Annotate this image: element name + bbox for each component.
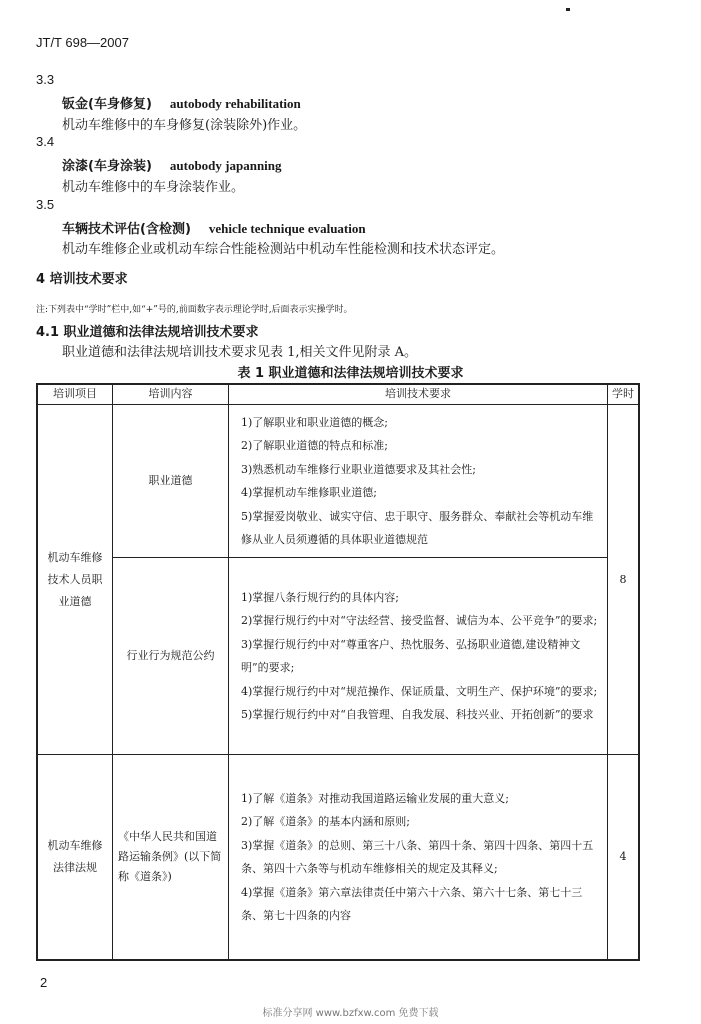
content-cell (113, 558, 228, 754)
term-definition: 机动车维修中的车身修复(涂装除外)作业。 (62, 118, 307, 133)
project-cell (44, 755, 106, 959)
term-heading (62, 218, 366, 237)
term-en: vehicle technique evaluation (208, 221, 366, 236)
term-cn: 钣金(车身修复) (62, 97, 152, 112)
header-requirements: 培训技术要求 (385, 387, 451, 401)
requirement-item: 2)掌握行规行约中对“守法经营、接受监督、诚信为本、公平竞争”的要求; (241, 614, 598, 627)
term-heading (62, 93, 301, 112)
hours-cell (608, 755, 638, 959)
requirement-item: 1)了解《道条》对推动我国道路运输业发展的重大意义; (241, 791, 509, 805)
requirements-cell (241, 405, 601, 557)
requirements-table (36, 383, 640, 960)
term-number: 3.3 (36, 72, 55, 87)
term-heading (62, 155, 282, 174)
requirements-list (241, 411, 601, 552)
hours-value: 4 (619, 850, 627, 864)
section-4-title: 4 培训技术要求 (36, 272, 128, 287)
page-number: 2 (40, 975, 48, 990)
header-content: 培训内容 (148, 387, 193, 401)
table-caption: 表 1 职业道德和法律法规培训技术要求 (237, 366, 464, 381)
requirements-list (241, 787, 601, 928)
requirement-item: 4)掌握机动车维修职业道德; (241, 486, 377, 499)
table-note: 注:下列表中“学时”栏中,如“+”号的,前面数字表示理论学时,后面表示实操学时。 (36, 305, 353, 315)
term-number: 3.4 (36, 134, 55, 149)
content-cell (113, 405, 228, 557)
page-footer: 标准分享网 www.bzfxw.com 免费下载 (262, 1008, 439, 1019)
header-hours: 学时 (612, 387, 634, 401)
hours-value: 8 (619, 572, 627, 586)
requirement-item: 2)了解《道条》的基本内涵和原则; (241, 815, 410, 828)
table-border (36, 383, 38, 960)
term-definition: 机动车维修中的车身涂装作业。 (62, 180, 245, 195)
scan-mark (566, 8, 570, 11)
requirement-item: 5)掌握爱岗敬业、诚实守信、忠于职守、服务群众、奉献社会等机动车维修从业人员须遵循的具体职业道德规范 (241, 509, 594, 546)
term-en: autobody japanning (169, 158, 282, 173)
content-label: 《中华人民共和国道路运输条例》(以下简称《道条》) (118, 830, 222, 883)
requirement-item: 1)了解职业和职业道德的概念; (241, 415, 388, 429)
header-project: 培训项目 (53, 387, 97, 401)
requirement-item: 3)熟悉机动车维修行业职业道德要求及其社会性; (241, 462, 476, 476)
requirement-item: 5)掌握行规行约中对“自我管理、自我发展、科技兴业、开拓创新”的要求 (241, 708, 594, 721)
project-label: 机动车维修法律法规 (47, 839, 103, 874)
content-label: 行业行为规范公约 (126, 649, 215, 663)
table-border (638, 383, 640, 960)
term-number: 3.5 (36, 197, 55, 212)
standard-code: JT/T 698—2007 (36, 35, 129, 50)
content-label: 职业道德 (148, 474, 193, 488)
requirement-item: 3)掌握行规行约中对“尊重客户、热忱服务、弘扬职业道德,建设精神文明”的要求; (241, 637, 581, 674)
requirements-list (241, 586, 601, 727)
requirement-item: 4)掌握《道条》第六章法律责任中第六十六条、第六十七条、第七十三条、第七十四条的内容 (241, 885, 583, 922)
term-definition: 机动车维修企业或机动车综合性能检测站中机动车性能检测和技术状态评定。 (62, 242, 505, 257)
requirement-item: 4)掌握行规行约中对“规范操作、保证质量、文明生产、保护环境”的要求; (241, 684, 598, 698)
requirement-item: 3)掌握《道条》的总则、第三十八条、第四十条、第四十四条、第四十五条、第四十六条等与机动车维修相关的规定及其释义; (241, 838, 594, 875)
requirements-cell (241, 558, 601, 754)
project-cell (44, 405, 106, 754)
section-4-1-title: 4.1 职业道德和法律法规培训技术要求 (36, 325, 259, 340)
table-rule (228, 383, 229, 960)
term-cn: 车辆技术评估(含检测) (62, 222, 191, 237)
project-label: 机动车维修技术人员职业道德 (47, 550, 103, 608)
requirement-item: 2)了解职业道德的特点和标准; (241, 439, 388, 452)
hours-cell (608, 405, 638, 754)
term-cn: 涂漆(车身涂装) (62, 159, 152, 174)
content-cell (118, 755, 224, 959)
requirements-cell (241, 755, 601, 959)
requirement-item: 1)掌握八条行规行约的具体内容; (241, 590, 399, 604)
table-border (36, 959, 640, 961)
section-4-1-text: 职业道德和法律法规培训技术要求见表 1,相关文件见附录 A。 (62, 345, 418, 360)
term-en: autobody rehabilitation (169, 96, 301, 111)
